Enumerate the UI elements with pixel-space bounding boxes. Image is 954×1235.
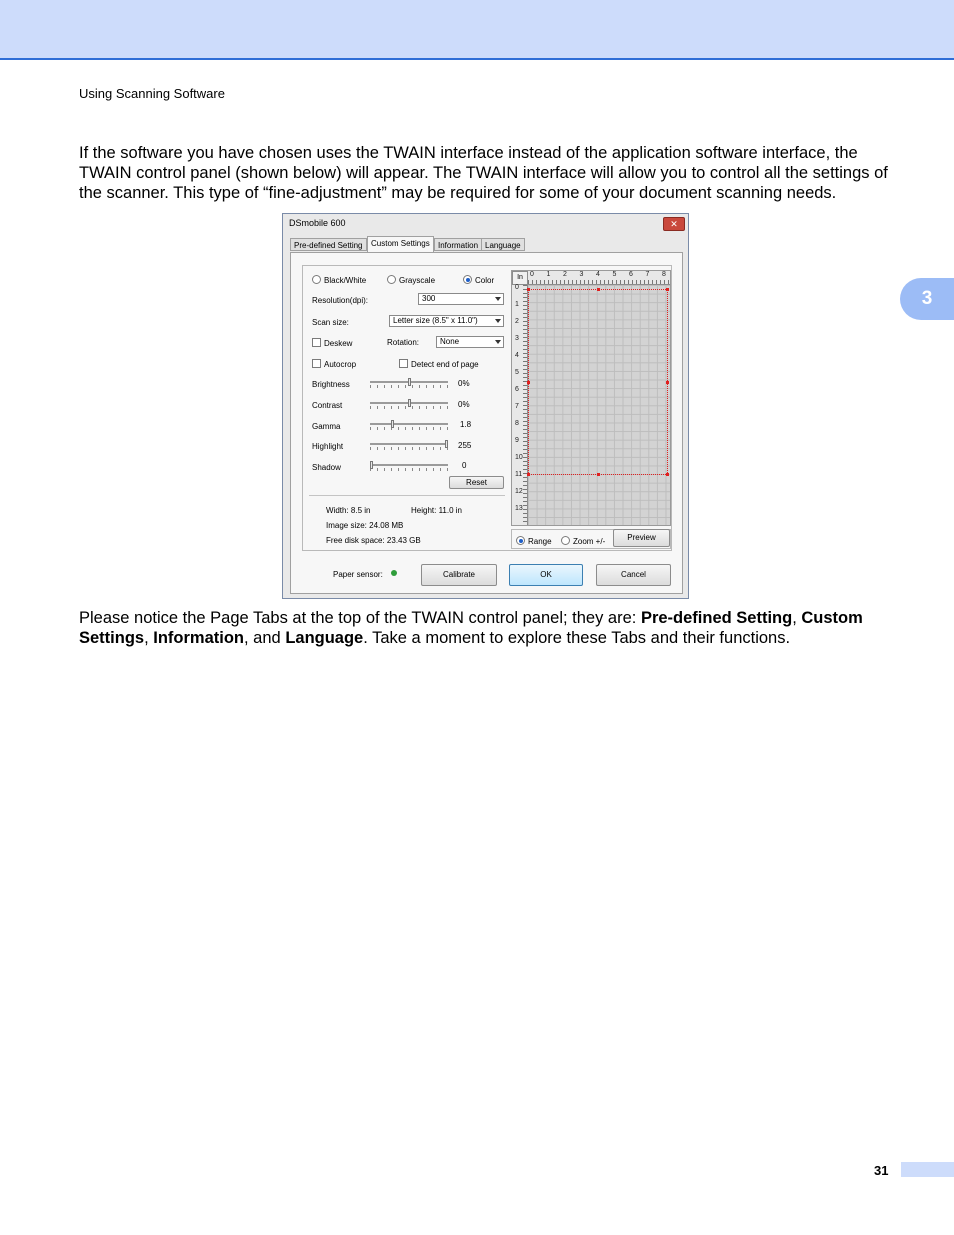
ruler-v-label: 1 [515,301,519,308]
ruler-h-label: 1 [546,271,551,278]
detect-end-checkbox[interactable]: Detect end of page [399,359,479,369]
radio-grayscale[interactable]: Grayscale [387,275,435,285]
settings-group [302,265,672,551]
calibrate-button[interactable]: Calibrate [421,564,497,586]
notice-text: Please notice the Page Tabs at the top of the TWAIN control panel; they are: [79,609,641,627]
ruler-v-label: 4 [515,352,519,359]
chevron-down-icon [495,340,501,344]
ruler-h-label: 6 [629,271,633,278]
preview-button[interactable]: Preview [613,529,670,547]
highlight-value: 255 [458,441,472,450]
ruler-v-label: 13 [515,505,523,512]
notice-text: , [144,629,154,647]
gamma-value: 1.8 [460,420,472,429]
ruler-v-label: 8 [515,420,519,427]
slider-thumb[interactable] [391,420,394,428]
radio-icon [387,275,396,284]
slider-thumb[interactable] [445,440,448,448]
checkbox-icon [399,359,408,368]
radio-color[interactable]: Color [463,275,494,285]
rotation-select[interactable]: None [436,336,504,348]
image-size-info: Image size: 24.08 MB [326,521,404,530]
ruler-v-label: 5 [515,369,519,376]
resize-handle[interactable] [527,473,530,476]
notice-paragraph [79,608,895,648]
footer-bar [901,1162,954,1177]
ruler-v-label: 10 [515,454,523,461]
ruler-v-label: 2 [515,318,519,325]
deskew-checkbox[interactable]: Deskew [312,338,352,348]
resize-handle[interactable] [597,288,600,291]
ruler-v-label: 12 [515,488,523,495]
chapter-tab: 3 [900,278,954,320]
scan-size-label: Scan size: [312,318,349,327]
ruler-v-label: 3 [515,335,519,342]
ruler-h-label: 7 [645,271,650,278]
divider [309,495,505,496]
radio-selected-icon [516,536,525,545]
paper-sensor-indicator-icon [391,570,397,576]
shadow-label: Shadow [312,463,341,472]
tab-information[interactable]: Information [434,238,482,251]
reset-button[interactable]: Reset [449,476,504,489]
tab-pre-defined-setting[interactable]: Pre-defined Setting [290,238,367,251]
width-info: Width: 8.5 in [326,506,371,515]
gamma-label: Gamma [312,422,341,431]
contrast-value: 0% [458,400,470,409]
ruler-v-label: 7 [515,403,519,410]
ruler-h-label: 3 [579,271,584,278]
height-info: Height: 11.0 in [411,506,462,515]
resolution-select[interactable]: 300 [418,293,504,305]
radio-icon [561,536,570,545]
paper-sensor-label: Paper sensor: [333,570,383,579]
ruler-h-label: 2 [563,271,567,278]
ruler-h-label: 8 [662,271,666,278]
ok-button[interactable]: OK [509,564,583,586]
brightness-slider[interactable] [370,378,448,388]
highlight-label: Highlight [312,442,344,451]
resize-handle[interactable] [666,473,669,476]
intro-paragraph: If the software you have chosen uses the TWAIN interface instead of the application software interface, the TWAIN control panel (shown below) will appear. The TWAIN interface will allow you to control all the settings of the scanner. This type of “fine-adjustment” may be required for some of your document scanning needs. [79,144,888,202]
scan-size-select[interactable]: Letter size (8.5" x 11.0") [389,315,504,327]
contrast-slider[interactable] [370,399,448,409]
radio-zoom[interactable]: Zoom +/- [561,536,605,546]
ruler-v-label: 6 [515,386,519,393]
ruler-h-label: 5 [612,271,617,278]
slider-track [370,464,448,466]
cancel-button[interactable]: Cancel [596,564,671,586]
shadow-slider[interactable] [370,461,448,471]
close-button[interactable]: ✕ [663,217,685,231]
resize-handle[interactable] [527,288,530,291]
checkbox-icon [312,338,321,347]
notice-bold-term: Language [285,629,364,647]
resize-handle[interactable] [527,381,530,384]
ruler-h-label: 4 [596,271,600,278]
resolution-label: Resolution(dpi): [312,296,369,305]
resize-handle[interactable] [666,381,669,384]
radio-selected-icon [463,275,472,284]
page-number: 31 [874,1163,889,1178]
brightness-value: 0% [458,379,470,388]
notice-bold-term: Custom Settings [79,609,863,647]
autocrop-checkbox[interactable]: Autocrop [312,359,356,369]
running-header: Using Scanning Software [79,86,225,101]
notice-text: , [792,609,802,627]
radio-icon [312,275,321,284]
radio-range[interactable]: Range [516,536,552,546]
notice-text: , and [244,629,286,647]
scan-area-rectangle[interactable] [528,289,668,475]
brightness-label: Brightness [312,380,350,389]
checkbox-icon [312,359,321,368]
unit-button[interactable]: In [512,271,528,285]
rotation-label: Rotation: [387,338,420,347]
slider-thumb[interactable] [408,378,411,386]
custom-settings-panel [290,252,683,594]
resize-handle[interactable] [666,288,669,291]
resize-handle[interactable] [597,473,600,476]
ruler-v-label: 11 [515,471,523,478]
radio-black-white[interactable]: Black/White [312,275,366,285]
notice-text: . Take a moment to explore these Tabs and their functions. [363,629,791,647]
slider-ticks [370,427,448,430]
twain-dialog [282,213,689,599]
top-header-band [0,0,954,60]
chevron-down-icon [495,297,501,301]
ruler-v-label: 9 [515,437,519,444]
slider-track [370,423,448,425]
slider-thumb[interactable] [370,461,373,469]
dialog-title: DSmobile 600 [289,218,346,228]
gamma-slider[interactable] [370,420,448,430]
contrast-label: Contrast [312,401,343,410]
tab-custom-settings[interactable]: Custom Settings [367,236,434,252]
notice-bold-term: Pre-defined Setting [640,609,793,627]
slider-ticks [370,468,448,471]
notice-bold-term: Information [153,629,245,647]
ruler-v-label: 0 [515,284,519,291]
chevron-down-icon [495,319,501,323]
ruler-h-label: 0 [530,271,534,278]
slider-thumb[interactable] [408,399,411,407]
tab-language[interactable]: Language [481,238,525,251]
shadow-value: 0 [462,461,467,470]
highlight-slider[interactable] [370,440,448,450]
slider-ticks [370,447,448,450]
free-disk-info: Free disk space: 23.43 GB [326,536,421,545]
slider-track [370,443,448,445]
preview-pane[interactable] [511,270,671,526]
